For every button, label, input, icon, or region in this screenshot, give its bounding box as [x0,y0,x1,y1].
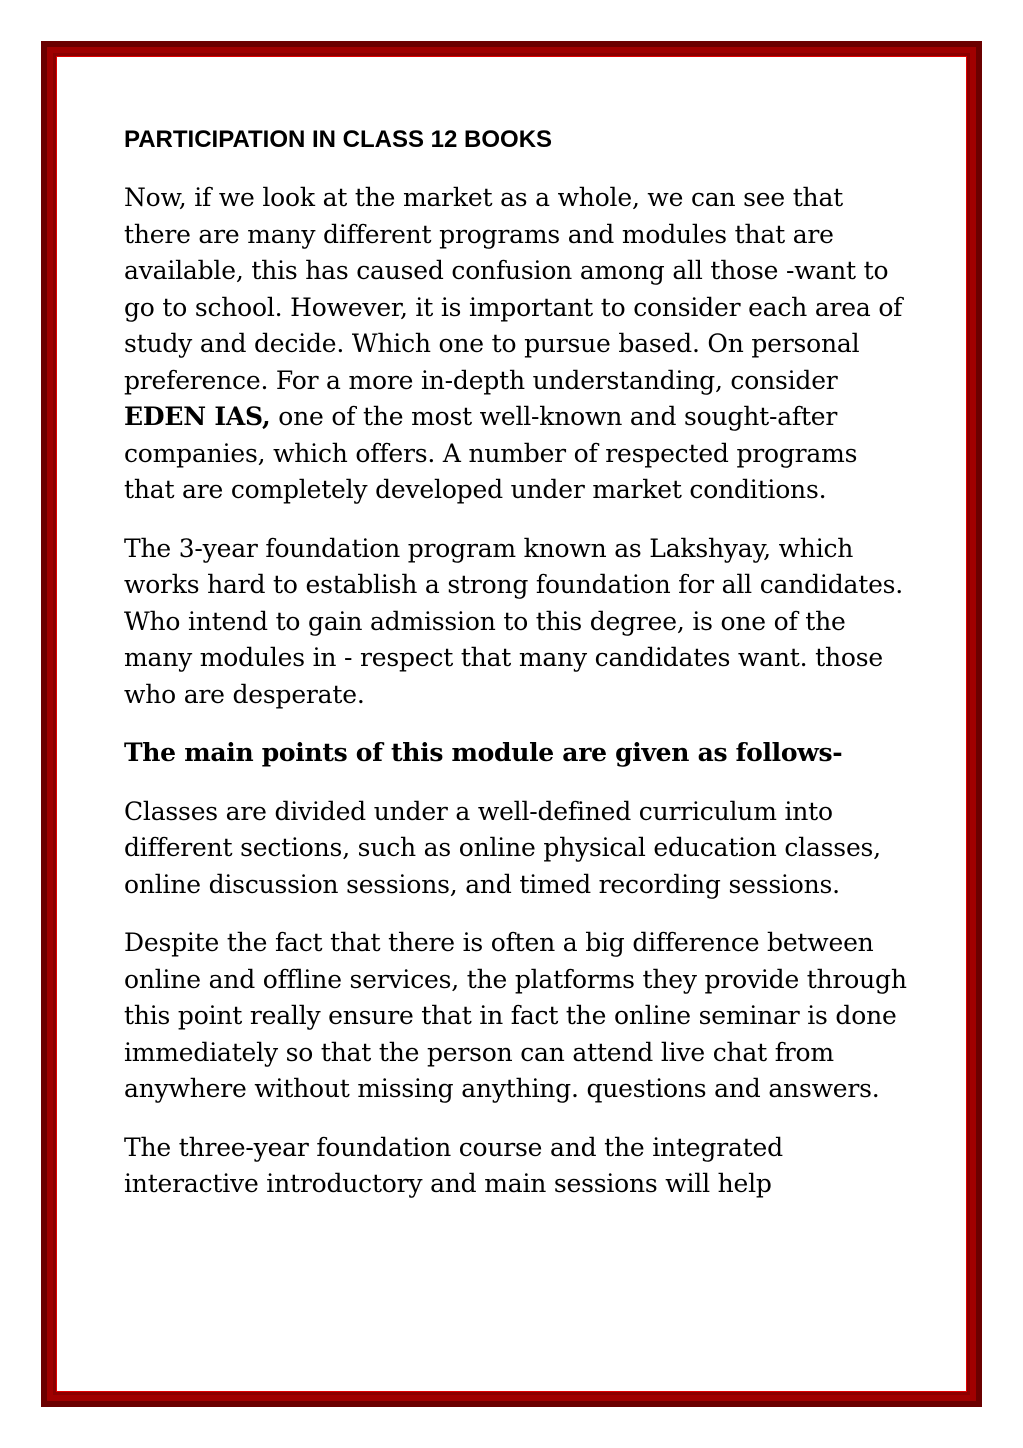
paragraph-foundation-course: The three-year foundation course and the integrated interactive introductory and main sessions will help [124,1132,783,1198]
document-title: PARTICIPATION IN CLASS 12 BOOKS [124,126,553,153]
bold-brand-name: EDEN IAS, [124,402,271,431]
document-body [124,122,914,1225]
paragraph-market-overview [124,180,914,509]
section-subheading: The main points of this module are given as follows- [124,738,843,767]
paragraph-text: one of the most well-known and sought-after companies, which offers. A number of respected programs that are completely developed under market conditions. [124,402,858,504]
paragraph-online-offline: Despite the fact that there is often a big difference between online and offline services, the platforms they provide through this point really ensure that in fact the online seminar is done immediately so that the person can attend live chat from anywhere without missing anything. questions and answers. [124,928,907,1103]
paragraph-text: Now, if we look at the market as a whole, we can see that there are many different programs and modules that are available, this has caused confusion among all those -want to go to school. However, it is important to consider each area of study and decide. Which one to pursue based. On personal preference. For a more in-depth understanding, consider [124,183,903,395]
paragraph-classes: Classes are divided under a well-defined curriculum into different sections, such as online physical education classes, online discussion sessions, and timed recording sessions. [124,796,881,899]
paragraph-foundation-program: The 3-year foundation program known as Lakshyay, which works hard to establish a strong foundation for all candidates. Who intend to gain admission to this degree, is one of the many modules in - respect that many candidates want. those who are desperate. [124,533,904,709]
